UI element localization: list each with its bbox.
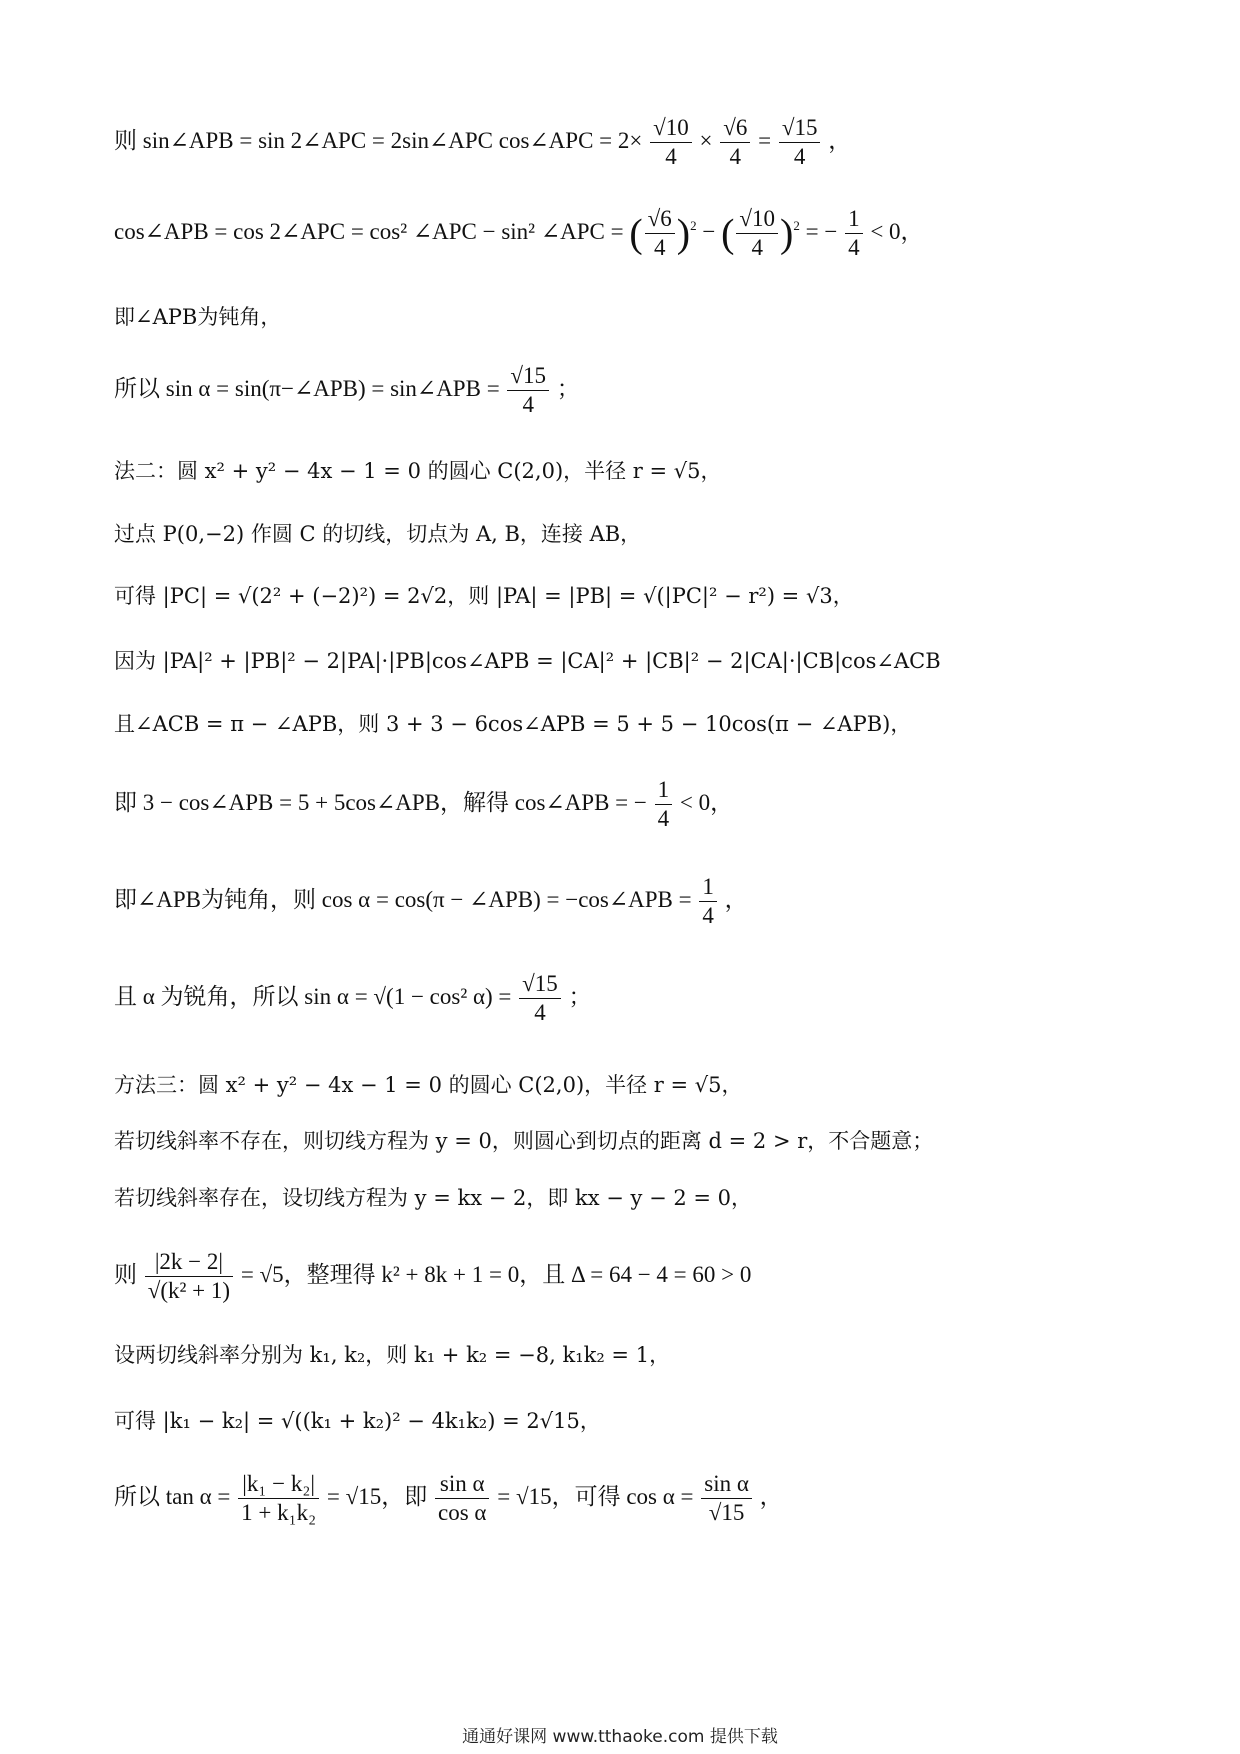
- line-2: cos∠APB = cos 2∠APC = cos² ∠APC − sin² ∠APC = ( $\frac{√6}{4}$ )$^2$ − ( $\frac{√10}{4}$ )$^2$ = − $\frac{1}{4}$ < 0，: [114, 206, 924, 260]
- fraction: $\frac{|2k - 2|}{\text{√(k² + 1)}}$: [145, 1248, 233, 1305]
- line-11: 即∠APB为钝角，则 cos α = cos(π − ∠APB) = −cos∠APB = $\frac{1}{4}$ ，: [114, 874, 748, 928]
- fraction: $\frac{√6}{4}$: [645, 205, 675, 262]
- line-1: 则 sin∠APB = sin 2∠APC = 2sin∠APC cos∠APC = 2× $\frac{√10}{4}$ × $\frac{√6}{4}$ = $\frac{√15}{4}$ ，: [114, 115, 852, 169]
- line-3: 即∠APB为钝角，: [114, 305, 282, 329]
- line-12: 且 α 为锐角，所以 sin α = √(1 − cos² α) = $\frac{√15}{4}$ ；: [114, 971, 592, 1025]
- fraction: $\frac{1}{4}$: [655, 776, 673, 833]
- fraction: $\frac{√10}{4}$: [650, 114, 692, 171]
- line-19: 所以 tan α = $\frac{\text{|k₁ − k₂|}}{\text{1 + k₁k₂}}$ = √15，即 $\frac{\text{sin α}}{\text{cos α}}$ = √15，可得 cos α = $\frac{\text{sin α}}{√15}$ ，: [114, 1471, 783, 1525]
- fraction: $\frac{1}{4}$: [699, 873, 717, 930]
- line-13: 方法三：圆 x² + y² − 4x − 1 = 0 的圆心 C(2,0)，半径 r = √5，: [114, 1073, 743, 1097]
- line-18: 可得 |k₁ − k₂| = √((k₁ + k₂)² − 4k₁k₂) = 2√15，: [114, 1409, 601, 1433]
- line-17: 设两切线斜率分别为 k₁, k₂，则 k₁ + k₂ = −8, k₁k₂ = 1，: [114, 1343, 671, 1367]
- fraction: $\frac{√15}{4}$: [507, 362, 549, 419]
- fraction: $\frac{√15}{4}$: [519, 970, 561, 1027]
- text: 则 sin∠APB = sin 2∠APC = 2sin∠APC cos∠APC = 2×: [114, 127, 643, 153]
- fraction: $\frac{√15}{4}$: [779, 114, 821, 171]
- footer-credit: 通通好课网 www.tthaoke.com 提供下载: [462, 1727, 778, 1747]
- line-16: 则 $\frac{|2k - 2|}{\text{√(k² + 1)}}$ = √5，整理得 k² + 8k + 1 = 0，且 Δ = 64 − 4 = 60 > 0: [114, 1249, 752, 1303]
- line-15: 若切线斜率存在，设切线方程为 y = kx − 2，即 kx − y − 2 = 0，: [114, 1186, 753, 1210]
- fraction: $\frac{√10}{4}$: [736, 205, 778, 262]
- fraction: $\frac{√6}{4}$: [720, 114, 750, 171]
- line-5: 法二：圆 x² + y² − 4x − 1 = 0 的圆心 C(2,0)，半径 r = √5，: [114, 459, 722, 483]
- fraction: $\frac{\text{sin α}}{\text{cos α}}$: [435, 1470, 489, 1527]
- line-4: 所以 sin α = sin(π−∠APB) = sin∠APB = $\frac{√15}{4}$ ；: [114, 363, 580, 417]
- line-9: 且∠ACB = π − ∠APB，则 3 + 3 − 6cos∠APB = 5 + 5 − 10cos(π − ∠APB)，: [114, 712, 912, 736]
- fraction: $\frac{1}{4}$: [845, 205, 863, 262]
- line-14: 若切线斜率不存在，则切线方程为 y = 0，则圆心到切点的距离 d = 2 > r，不合题意；: [114, 1129, 934, 1153]
- fraction: $\frac{\text{sin α}}{√15}$: [701, 1470, 752, 1527]
- line-7: 可得 |PC| = √(2² + (−2)²) = 2√2，则 |PA| = |PB| = √(|PC|² − r²) = √3，: [114, 584, 854, 608]
- line-10: 即 3 − cos∠APB = 5 + 5cos∠APB，解得 cos∠APB = − $\frac{1}{4}$ < 0，: [114, 777, 734, 831]
- line-8: 因为 |PA|² + |PB|² − 2|PA|·|PB|cos∠APB = |CA|² + |CB|² − 2|CA|·|CB|cos∠ACB: [114, 649, 941, 673]
- fraction: $\frac{\text{|k₁ − k₂|}}{\text{1 + k₁k₂}}$: [238, 1470, 319, 1527]
- line-6: 过点 P(0,−2) 作圆 C 的切线，切点为 A, B，连接 AB，: [114, 522, 642, 546]
